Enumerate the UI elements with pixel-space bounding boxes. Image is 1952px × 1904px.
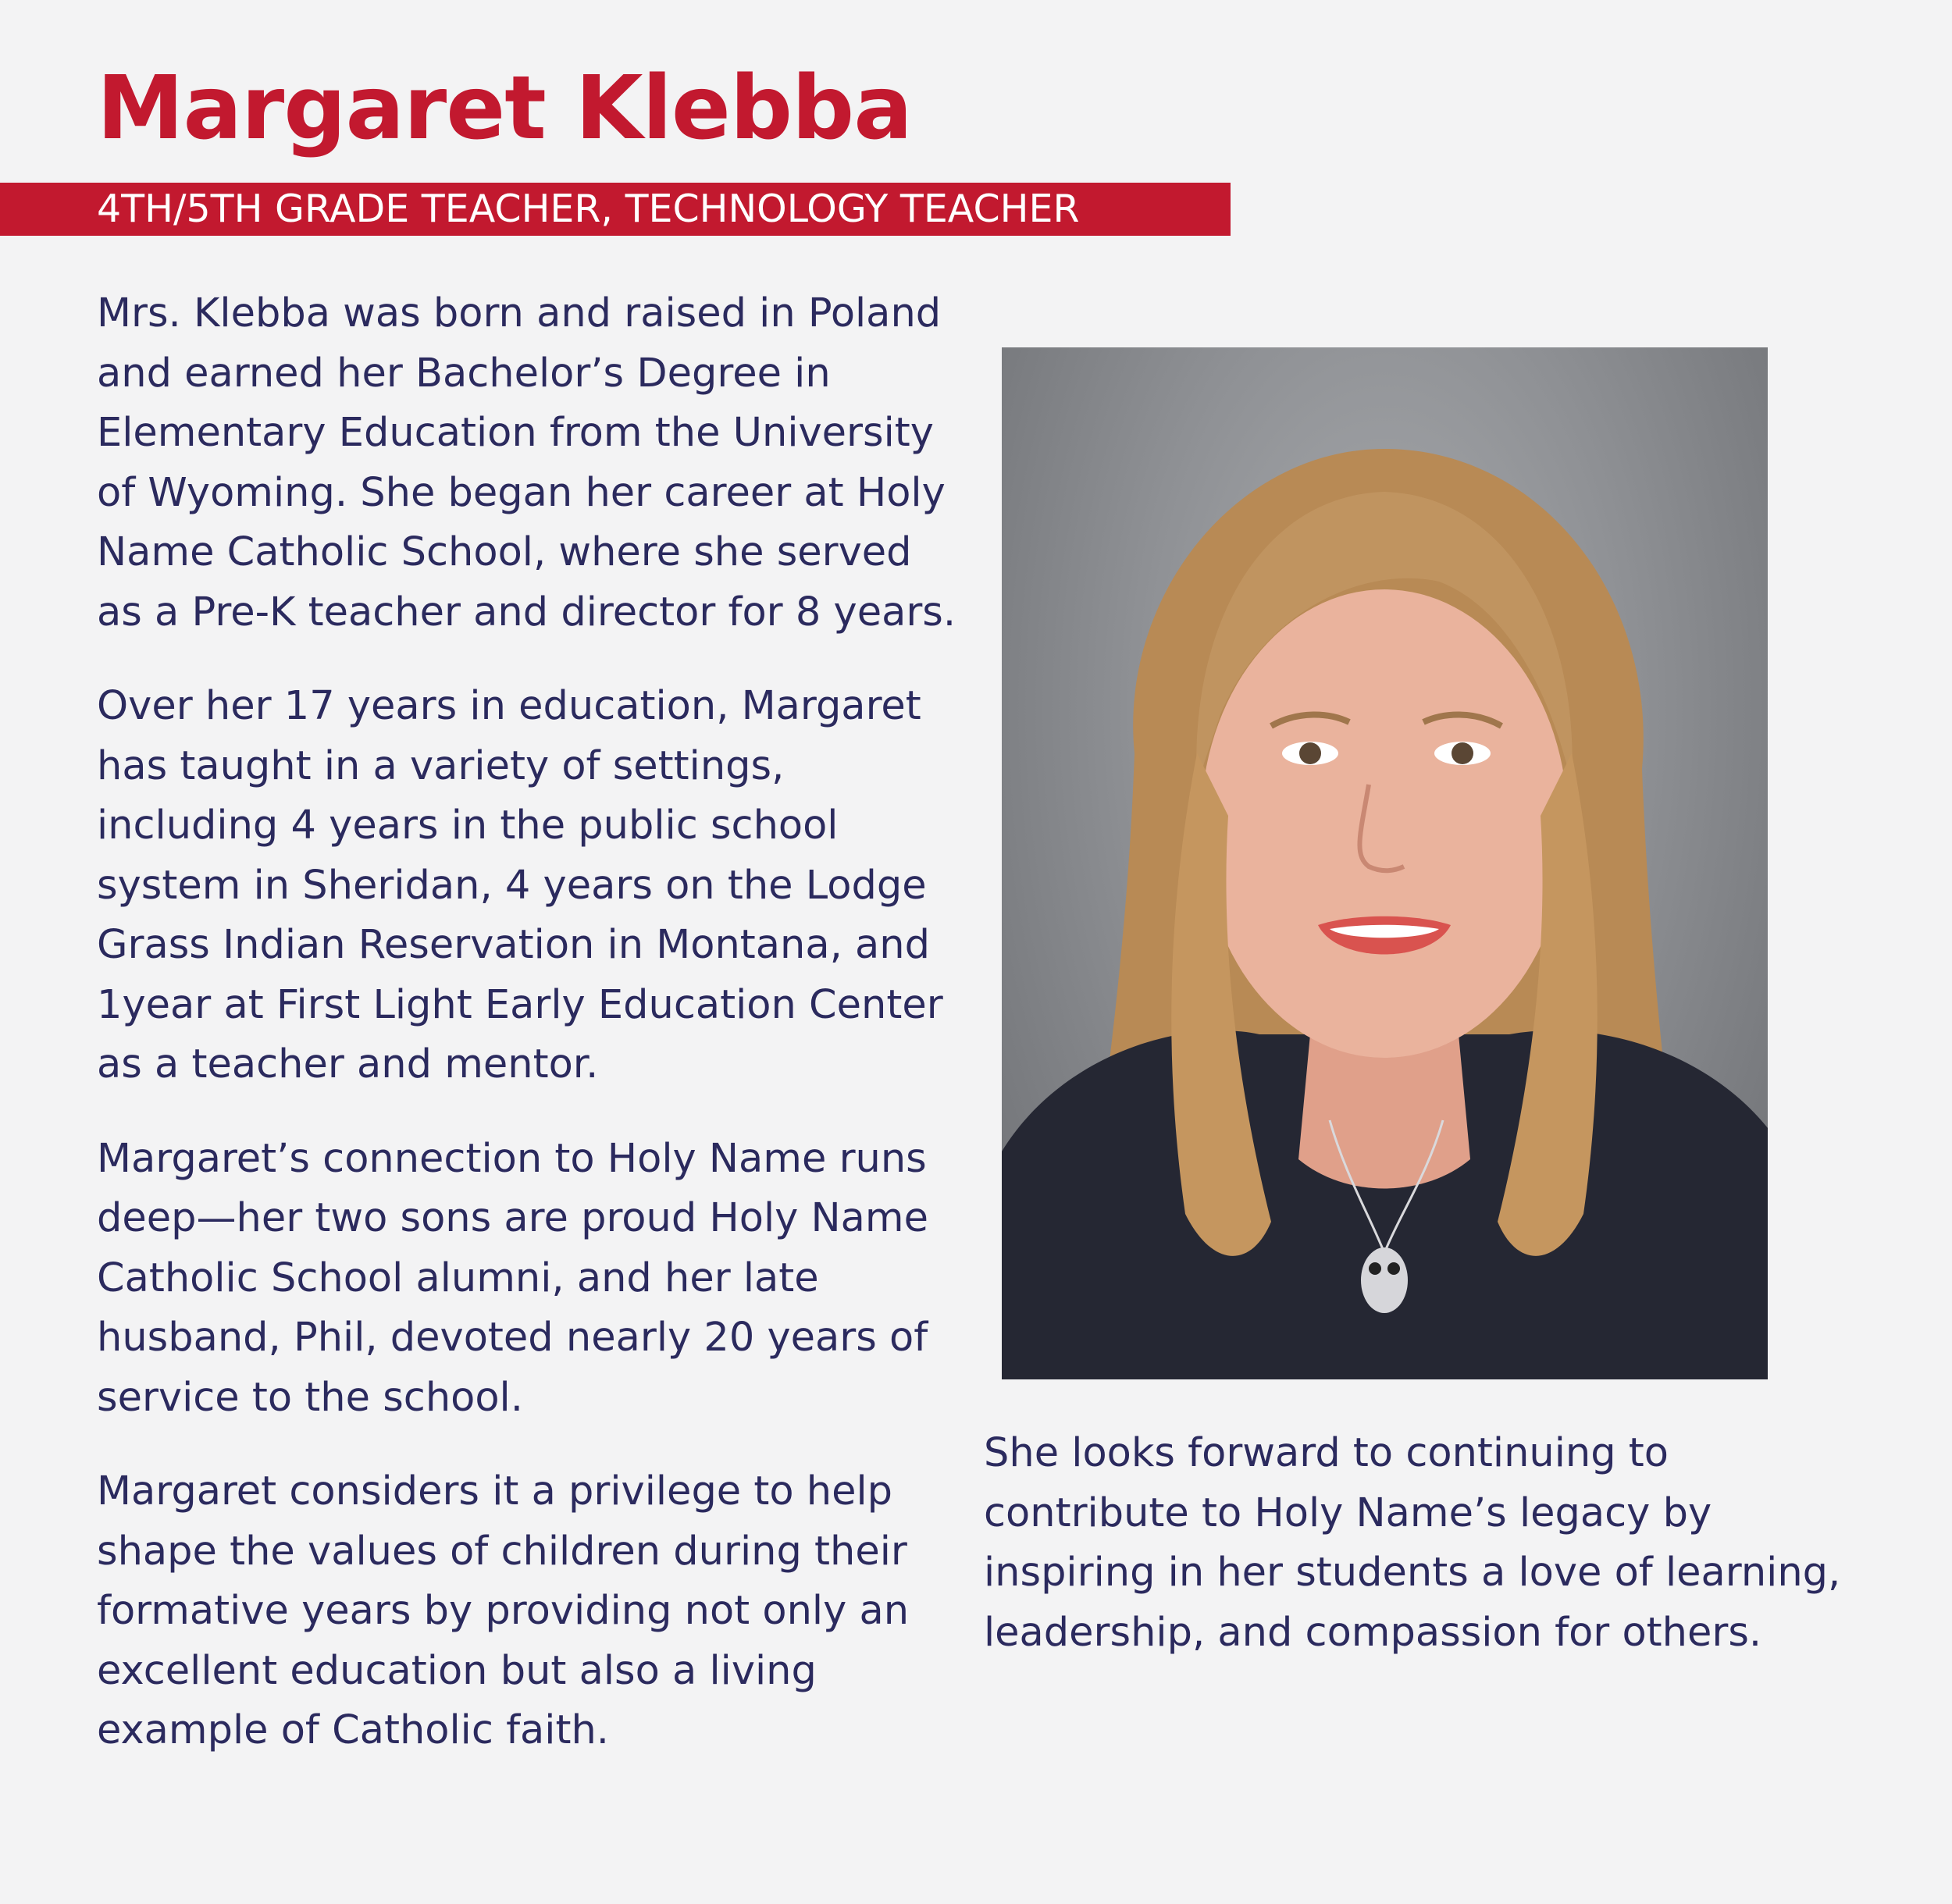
bio-column-right bbox=[984, 1424, 1858, 1663]
bio-paragraph-mission: Margaret considers it a privilege to help shape the values of children during their formative years by providing not only an excellent education but also a living example of Catholic faith. bbox=[97, 1468, 910, 1753]
bio-paragraph-background: Mrs. Klebba was born and raised in Poland and earned her Bachelor’s Degree in Elementary Education from the University of Wyoming. She began her career at Holy Name Catholic School, where she served as a Pre-K teacher and director for 8 years. bbox=[97, 290, 956, 635]
bio-paragraph-closing: She looks forward to continuing to contribute to Holy Name’s legacy by inspiring in her students a love of learning, leadership, and compassion for others. bbox=[984, 1430, 1841, 1656]
teacher-role: 4TH/5TH GRADE TEACHER, TECHNOLOGY TEACHER bbox=[97, 187, 1080, 231]
bio-paragraph-experience: Over her 17 years in education, Margaret has taught in a variety of settings, including 4 years in the public school system in Sheridan, 4 years on the Lodge Grass Indian Reservation in Montana, and 1year at First Light Early Education Center as a teacher and mentor. bbox=[97, 683, 943, 1087]
teacher-portrait-photo bbox=[1002, 347, 1768, 1379]
teacher-name: Margaret Klebba bbox=[97, 58, 912, 159]
role-banner bbox=[0, 183, 1231, 236]
bio-column-left bbox=[97, 284, 964, 1761]
portrait-illustration bbox=[1002, 347, 1768, 1379]
bio-paragraph-connection: Margaret’s connection to Holy Name runs deep—her two sons are proud Holy Name Catholic School alumni, and her late husband, Phil, devoted nearly 20 years of service to the school. bbox=[97, 1135, 928, 1421]
